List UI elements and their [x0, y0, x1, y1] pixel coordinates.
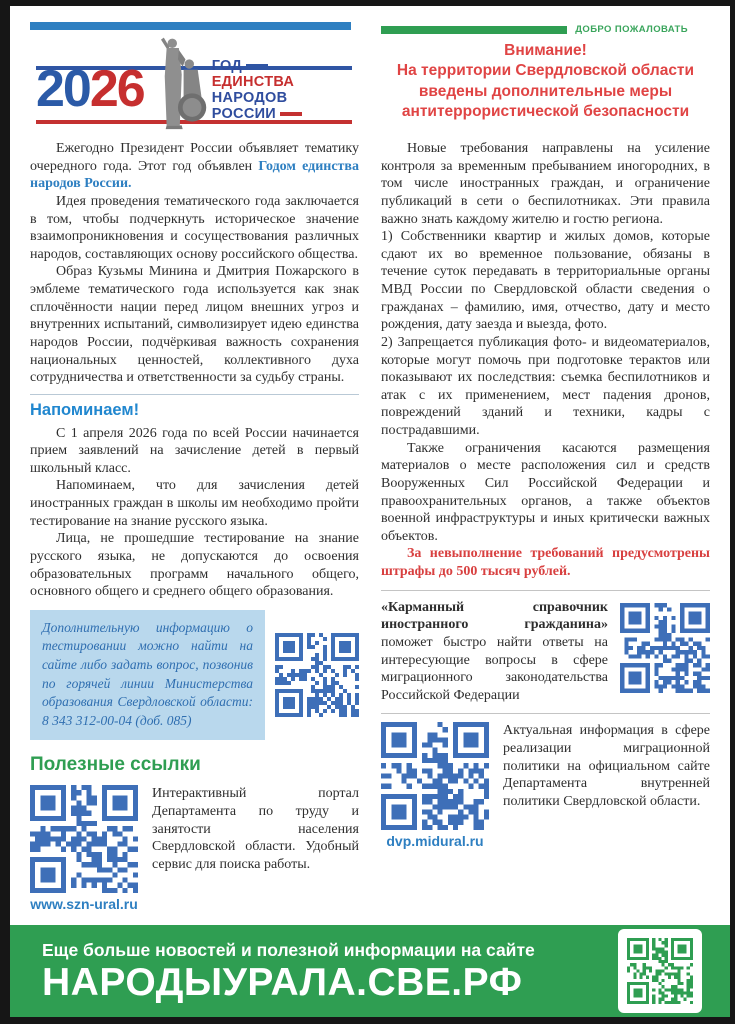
paragraph-testing-requirement: Напоминаем, что для зачисления детей иностранных граждан в школы им необходимо пройти тестирование на знание русского языка.	[30, 478, 359, 529]
handbook-title: «Карманный справочник иностранного гражданина»	[381, 599, 608, 633]
welcome-label: ДОБРО ПОЖАЛОВАТЬ	[575, 24, 688, 35]
left-column	[30, 140, 359, 917]
reminder-heading: Напоминаем!	[30, 400, 140, 419]
header	[22, 16, 716, 138]
intro-highlight: Годом единства народов России.	[30, 158, 359, 192]
year-2026-logo	[36, 34, 352, 130]
handbook-description: поможет быстро найти ответы на интересующие вопросы в сфере миграционного законодательства Российской Федерации	[381, 634, 608, 703]
footer-tagline: Еще больше новостей и полезной информации на сайте	[42, 940, 535, 960]
footer-site-url[interactable]: НАРОДЫУРАЛА.СВЕ.РФ	[42, 961, 523, 1004]
logo-word-rossii: РОССИИ	[211, 106, 277, 123]
logo-year	[36, 60, 144, 118]
logo-word-god: ГОД	[211, 57, 243, 74]
welcome-row	[381, 24, 688, 35]
footer-banner	[10, 925, 730, 1017]
divider	[381, 713, 710, 714]
qr-code-testing-hotline	[275, 633, 359, 717]
qr-code-szn-ural	[30, 785, 138, 893]
alert-heading-rest: На территории Свердловской области введены дополнительные меры антитеррористической безопасности	[396, 62, 695, 121]
fine-warning: За невыполнение требований предусмотрены штрафы до 500 тысяч рублей.	[381, 546, 710, 579]
paragraph-rule-2: 2) Запрещается публикация фото- и видеоматериалов, которые могут помочь при подготовке терактов или показывают их последствия: съемка беспилотников и атак с их применением, мест падения дронов, повреждений зданий и техники, кадры с пострадавшими.	[381, 334, 710, 438]
link-block-szn-ural	[30, 785, 359, 914]
logo-word-edinstva: ЕДИНСТВА	[211, 73, 295, 90]
green-accent-bar	[381, 26, 567, 34]
handbook-block	[381, 599, 710, 705]
alert-heading-line1: Внимание!	[504, 42, 587, 59]
intro-text: Ежегодно Президент России объявляет тематику очередного года. Этот год объявлен	[30, 141, 359, 174]
paragraph-rule-1: 1) Собственники квартир и жилых домов, которые сдают их во временное пользование, обязаны в течение суток передавать в территориальные органы МВД России по Свердловской области сведения о гражданах – фамилию, имя, отчество, дату и место рождения, дату заезда и выезда, фото.	[381, 229, 710, 333]
alert-heading	[381, 41, 710, 123]
logo-wordmark	[212, 58, 302, 123]
header-right	[369, 16, 716, 123]
main-content	[22, 138, 716, 917]
logo-year-20: 20	[36, 60, 90, 118]
logo-dash-blue	[246, 64, 268, 68]
divider	[30, 394, 359, 395]
qr-code-dvp-midural	[381, 722, 489, 830]
header-left	[22, 16, 369, 130]
footer-qr-card	[618, 929, 702, 1013]
dvp-midural-description: Актуальная информация в сфере реализации миграционной политики на официальном сайте Департамента внутренней политики Свердловской области.	[503, 723, 710, 809]
paragraph-new-requirements: Новые требования направлены на усиление контроля за временным пребыванием иногородних, в том числе иностранных граждан, и ограничение публикаций в сети о беспилотниках. Эти правила важно знать каждому жителю и гостю региона.	[381, 141, 710, 227]
right-column	[381, 140, 710, 917]
paragraph-testing-consequence: Лица, не прошедшие тестирование на знание русского языка, не допускаются до освоения образовательных программ начального общего, основного общего и среднего общего образования.	[30, 531, 359, 600]
useful-links-heading: Полезные ссылки	[30, 753, 201, 775]
logo-word-narodov: НАРОДОВ	[211, 90, 288, 106]
blue-accent-bar	[30, 22, 351, 30]
paragraph-emblem: Образ Кузьмы Минина и Дмитрия Пожарского в эмблеме тематического года используется как знак сплочённости нации перед лицом внешних угроз и внутренних испытаний, символизирует идею единства народов России, подчёркивая важность сохранения национальных ценностей, коллективного духа сотрудничества и ответственности за судьбу страны.	[30, 264, 359, 386]
paragraph-idea: Идея проведения тематического года заключается в том, чтобы подчеркнуть историческое значение взаимопроникновения и сосуществования различных народов, составляющих основу российского общества.	[30, 193, 359, 262]
logo-dash-red	[280, 112, 302, 116]
paragraph-school-enrollment: С 1 апреля 2026 года по всей России начинается прием заявлений на зачисление детей в первый школьный класс.	[30, 425, 359, 476]
paragraph-restrictions: Также ограничения касаются размещения материалов о месте расположения сил и средств Вооруженных Сил Российской Федерации и правоохранительных органов, а также объектов военной инфраструктуры и иных критически важных объектов.	[381, 440, 710, 544]
minin-pozharsky-monument-icon	[144, 34, 210, 130]
paragraph-intro	[30, 140, 359, 193]
szn-ural-url[interactable]: www.szn-ural.ru	[30, 896, 138, 913]
handbook-text	[381, 599, 608, 705]
logo-year-26: 26	[89, 60, 144, 118]
divider	[381, 590, 710, 591]
qr-code-narodyurala	[627, 938, 693, 1004]
poster-page	[10, 6, 730, 1017]
testing-info-box: Дополнительную информацию о тестировании можно найти на сайте либо задать вопрос, позвонив по горячей линии Министерства образования Свердловской области: 8 343 312-00-04 (доб. 085)	[30, 610, 265, 740]
link-block-dvp-midural	[381, 722, 710, 851]
testing-info-row	[30, 610, 359, 740]
szn-ural-description: Интерактивный портал Департамента по труду и занятости населения Свердловской области. Удобный сервис для поиска работы.	[152, 786, 359, 872]
qr-code-handbook	[620, 603, 710, 693]
dvp-midural-url[interactable]: dvp.midural.ru	[386, 833, 484, 850]
